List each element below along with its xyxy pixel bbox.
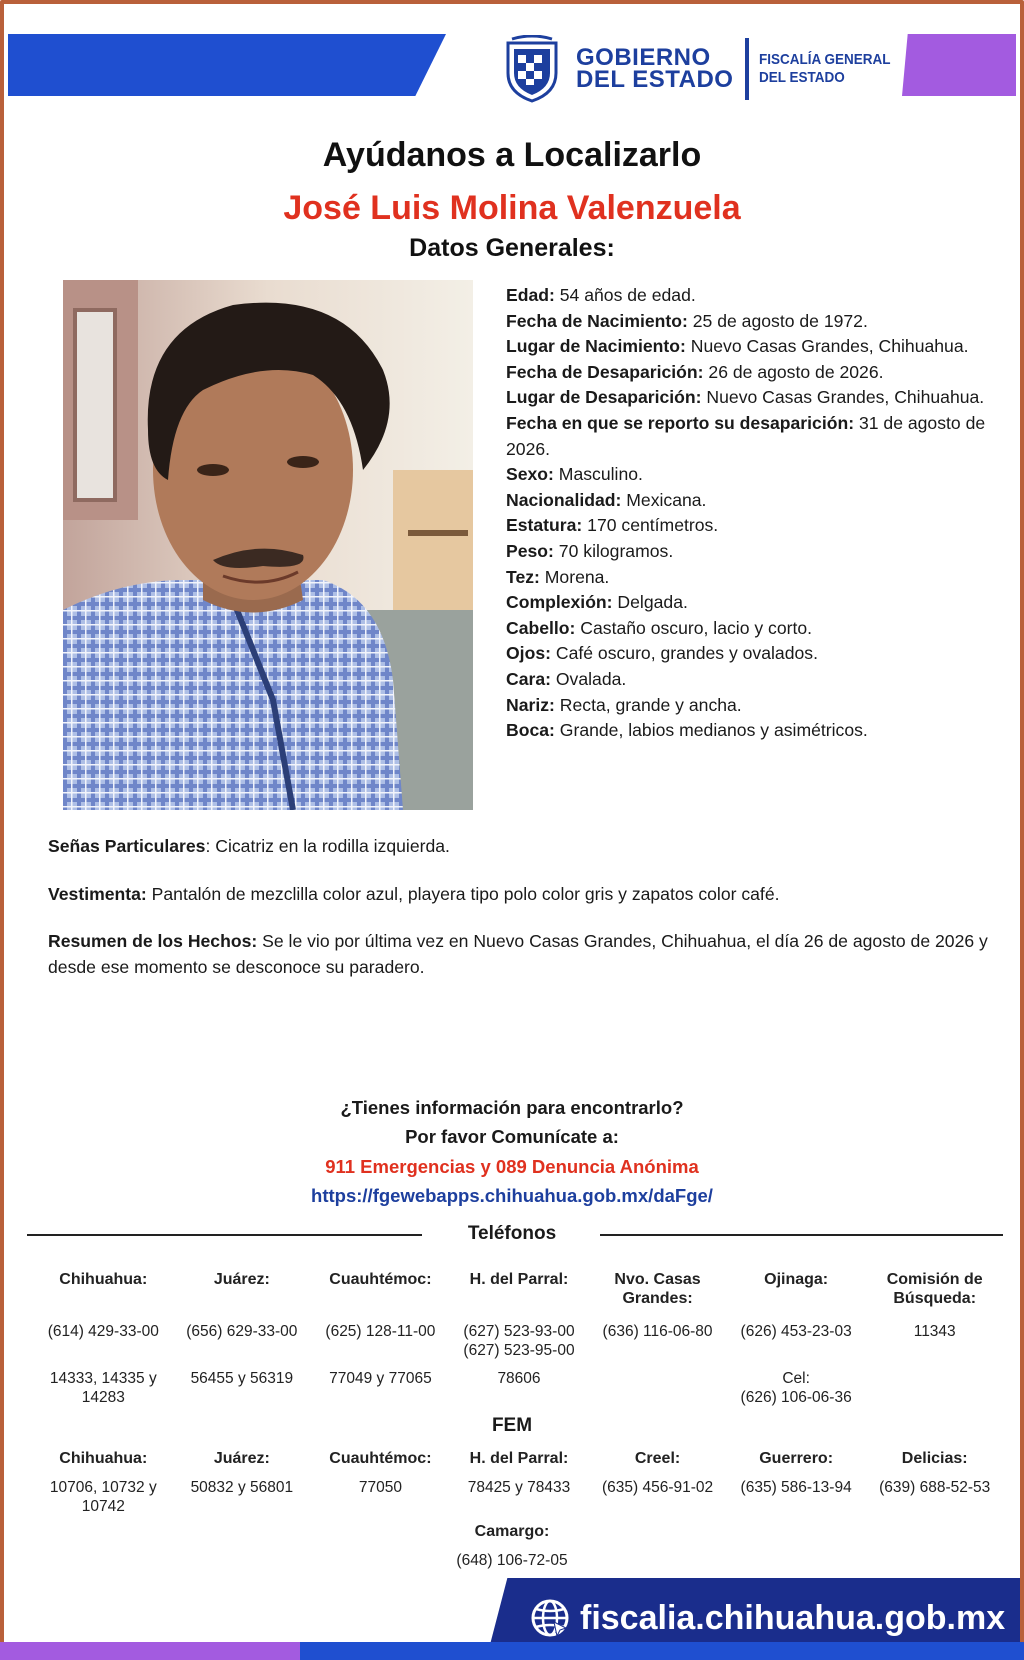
fem-value: 50832 y 56801 [190, 1479, 294, 1496]
fem-header: Delicias: [901, 1450, 968, 1467]
camargo-value: (648) 106-72-05 [456, 1552, 568, 1569]
footer-bottom-accent [0, 1642, 300, 1660]
tel-header: Chihuahua: [59, 1271, 148, 1288]
poster-title: Ayúdanos a Localizarlo [322, 136, 702, 174]
fem-headers [34, 1450, 1004, 1469]
detail-cabello: Cabello: Castaño oscuro, lacio y corto. [506, 617, 813, 638]
detail-lugar-nacimiento: Lugar de Nacimiento: Nuevo Casas Grandes, Chihuahua. [506, 336, 969, 357]
tel-value: 14333, 14335 y 14283 [49, 1370, 157, 1406]
tel-header: Comisión de Búsqueda: [886, 1271, 983, 1307]
divider-right [600, 1234, 1003, 1236]
tel-value: (625) 128-11-00 [325, 1323, 436, 1340]
fem-title: FEM [491, 1415, 533, 1436]
government-logo [502, 34, 906, 104]
fem-header: Juárez: [213, 1450, 270, 1467]
resumen-hechos: Resumen de los Hechos: Se le vio por última vez en Nuevo Casas Grandes, Chihuahua, el día 26 de agosto de 2026 y desde ese momento se desconoce su paradero. [48, 931, 988, 977]
state-shield-icon [502, 35, 562, 103]
fem-value: 78425 y 78433 [467, 1479, 571, 1496]
fem-header: Chihuahua: [59, 1450, 148, 1467]
fem-value: 77050 [358, 1479, 402, 1496]
tel-value: Cel: (626) 106-06-36 [740, 1370, 852, 1406]
fem-header: Creel: [634, 1450, 681, 1467]
detail-peso: Peso: 70 kilogramos. [506, 540, 674, 561]
camargo-label: Camargo: [474, 1523, 550, 1540]
tel-value: 77049 y 77065 [329, 1370, 432, 1387]
fem-value: (635) 586-13-94 [740, 1479, 852, 1496]
detail-sexo: Sexo: Masculino. [506, 464, 643, 485]
tel-value: (627) 523-93-00 (627) 523-95-00 [463, 1323, 575, 1359]
section-subtitle: Datos Generales: [409, 234, 615, 262]
globe-icon [530, 1598, 570, 1638]
detail-estatura: Estatura: 170 centímetros. [506, 515, 719, 536]
fem-value: (639) 688-52-53 [879, 1479, 991, 1496]
fem-value: (635) 456-91-02 [601, 1479, 714, 1496]
details-list [506, 283, 986, 744]
telefonos-row-1 [34, 1323, 1004, 1360]
fem-header: H. del Parral: [469, 1450, 569, 1467]
telefonos-title: Teléfonos [467, 1223, 557, 1244]
logo-divider [745, 38, 749, 100]
tel-value: (656) 629-33-00 [186, 1323, 298, 1340]
gobierno-wordmark: GOBIERNO DEL ESTADO [576, 44, 734, 93]
detail-lugar-desaparicion: Lugar de Desaparición: Nuevo Casas Grandes, Chihuahua. [506, 387, 985, 408]
tel-value [588, 1370, 727, 1407]
detail-nariz: Nariz: Recta, grande y ancha. [506, 694, 742, 715]
tel-value [865, 1370, 1004, 1407]
fem-row-1 [34, 1479, 1004, 1516]
tel-header: Cuauhtémoc: [329, 1271, 432, 1288]
detail-tez: Tez: Morena. [506, 566, 610, 587]
info-question: ¿Tienes información para encontrarlo? [340, 1097, 684, 1118]
tel-header: Nvo. Casas Grandes: [614, 1271, 701, 1307]
detail-fecha-reporte: Fecha en que se reporto su desaparición: 31 de agosto de 2026. [506, 412, 986, 459]
tel-value: (636) 116-06-80 [602, 1323, 713, 1340]
footer-website-link[interactable]: fiscalia.chihuahua.gob.mx [530, 1598, 1005, 1638]
detail-boca: Boca: Grande, labios medianos y asimétricos. [506, 720, 868, 741]
detail-cara: Cara: Ovalada. [506, 668, 627, 689]
tel-value: (626) 453-23-03 [740, 1323, 852, 1340]
tel-value: (614) 429-33-00 [47, 1323, 159, 1340]
detail-ojos: Ojos: Café oscuro, grandes y ovalados. [506, 643, 818, 664]
fem-header: Guerrero: [759, 1450, 834, 1467]
report-url-link[interactable]: https://fgewebapps.chihuahua.gob.mx/daFge/ [311, 1185, 713, 1206]
tel-value: 56455 y 56319 [190, 1370, 294, 1387]
detail-edad: Edad: 54 años de edad. [506, 285, 696, 305]
detail-fecha-desaparicion: Fecha de Desaparición: 26 de agosto de 2026. [506, 361, 884, 382]
telefonos-row-2 [34, 1370, 1004, 1407]
tel-header: H. del Parral: [469, 1271, 569, 1288]
fem-value: 10706, 10732 y 10742 [49, 1479, 157, 1515]
detail-nacionalidad: Nacionalidad: Mexicana. [506, 489, 707, 510]
info-call: Por favor Comunícate a: [405, 1126, 619, 1147]
header-band-right [902, 34, 1016, 96]
tel-value: 78606 [497, 1370, 541, 1387]
vestimenta: Vestimenta: Pantalón de mezclilla color azul, playera tipo polo color gris y zapatos color café. [48, 884, 780, 904]
senas-particulares: Señas Particulares: Cicatriz en la rodilla izquierda. [48, 836, 450, 856]
header-band-left [8, 34, 446, 96]
detail-fecha-nacimiento: Fecha de Nacimiento: 25 de agosto de 1972. [506, 310, 868, 331]
fiscalia-wordmark: FISCALÍA GENERAL DEL ESTADO [759, 51, 891, 86]
detail-complexion: Complexión: Delgada. [506, 592, 688, 613]
emergency-numbers: 911 Emergencias y 089 Denuncia Anónima [325, 1156, 699, 1177]
telefonos-headers [34, 1271, 1004, 1308]
tel-value: 11343 [913, 1323, 956, 1340]
person-name: José Luis Molina Valenzuela [283, 189, 741, 227]
tel-header: Juárez: [213, 1271, 270, 1288]
fem-header: Cuauhtémoc: [329, 1450, 432, 1467]
tel-header: Ojinaga: [764, 1271, 829, 1288]
person-photo [63, 280, 473, 810]
